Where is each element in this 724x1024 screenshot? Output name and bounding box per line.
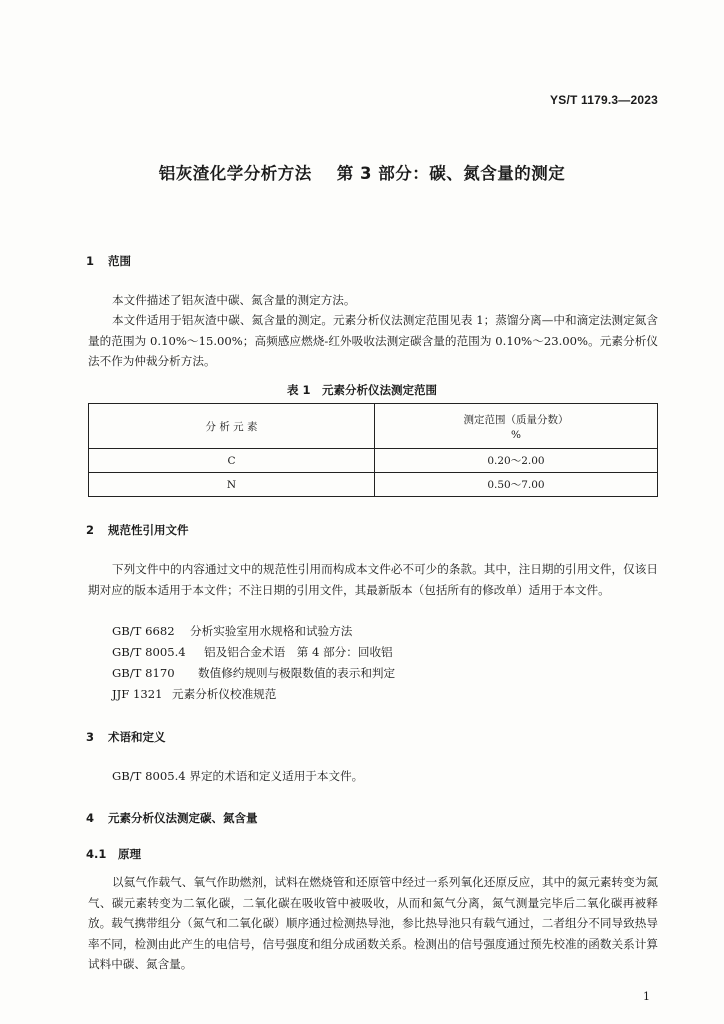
table-cell-range: 0.20～2.00	[375, 449, 658, 473]
section-3-number: 3	[86, 730, 95, 744]
table-header-range	[375, 404, 658, 449]
section-2-title: 规范性引用文件	[108, 523, 189, 537]
section-4-1-heading	[86, 846, 141, 862]
section-4-number: 4	[86, 811, 95, 825]
table-cell-element: N	[89, 473, 375, 497]
reference-code: JJF 1321	[112, 687, 163, 701]
section-1-heading	[86, 253, 131, 269]
reference-item	[112, 686, 276, 702]
reference-item	[112, 644, 393, 660]
table-row	[89, 473, 658, 497]
page-number: 1	[643, 990, 650, 1003]
section-4-1-number: 4.1	[86, 847, 107, 861]
reference-title: 分析实验室用水规格和试验方法	[190, 624, 353, 638]
section-1-title: 范围	[108, 254, 131, 268]
document-title: 铝灰渣化学分析方法 第 3 部分：碳、氮含量的测定	[158, 164, 566, 183]
section-2-number: 2	[86, 523, 95, 537]
reference-title: 铝及铝合金术语 第 4 部分：回收铝	[204, 645, 393, 659]
reference-title: 数值修约规则与极限数值的表示和判定	[198, 666, 396, 680]
table-header-unit: %	[511, 428, 521, 441]
table-header-row	[89, 404, 658, 449]
section-4-heading	[86, 810, 258, 826]
section-2-para-1: 下列文件中的内容通过文中的规范性引用而构成本文件必不可少的条款。其中，注日期的引用文件，仅该日期对应的版本适用于本文件；不注日期的引用文件，其最新版本（包括所有的修改单）适用于本文件。	[88, 562, 658, 597]
table-1-caption: 表 1 元素分析仪法测定范围	[286, 383, 437, 397]
table-row	[89, 449, 658, 473]
table-cell-range: 0.50～7.00	[375, 473, 658, 497]
section-1-para-2: 本文件适用于铝灰渣中碳、氮含量的测定。元素分析仪法测定范围见表 1；蒸馏分离—中和滴定法测定氮含量的范围为 0.10%～15.00%；高频感应燃烧-红外吸收法测定碳含量的范围为 0.10%～23.00%。元素分析仪法不作为仲裁分析方法。	[88, 313, 658, 368]
standard-number: YS/T 1179.3—2023	[550, 93, 658, 107]
section-2-heading	[86, 522, 189, 538]
section-3-heading	[86, 729, 166, 745]
table-1	[88, 403, 658, 497]
section-1-number: 1	[86, 254, 95, 268]
section-4-title: 元素分析仪法测定碳、氮含量	[108, 811, 258, 825]
reference-item	[112, 665, 395, 681]
section-1-para-1: 本文件描述了铝灰渣中碳、氮含量的测定方法。	[112, 293, 356, 307]
section-4-1-title: 原理	[118, 847, 141, 861]
section-3-title: 术语和定义	[108, 730, 166, 744]
reference-title: 元素分析仪校准规范	[172, 687, 277, 701]
section-4-1-para-1: 以氦气作载气、氧气作助燃剂，试料在燃烧管和还原管中经过一系列氧化还原反应，其中的氮元素转变为氮气、碳元素转变为二氧化碳，二氧化碳在吸收管中被吸收，从而和氮气分离，氮气测量完毕后二氧化碳再被释放。载气携带组分（氮气和二氧化碳）顺序通过检测热导池，参比热导池只有载气通过，二者组分不同导致热导率不同，检测由此产生的电信号，信号强度和组分成函数关系。检测出的信号强度通过预先校准的函数关系计算试料中碳、氮含量。	[88, 875, 658, 971]
reference-code: GB/T 6682	[112, 624, 175, 638]
section-3-para-1: GB/T 8005.4 界定的术语和定义适用于本文件。	[112, 769, 364, 783]
table-header-element: 分 析 元 素	[89, 404, 375, 449]
table-cell-element: C	[89, 449, 375, 473]
reference-code: GB/T 8170	[112, 666, 175, 680]
reference-code: GB/T 8005.4	[112, 645, 186, 659]
table-header-range-label: 测定范围（质量分数）	[463, 413, 569, 426]
reference-item	[112, 623, 352, 639]
